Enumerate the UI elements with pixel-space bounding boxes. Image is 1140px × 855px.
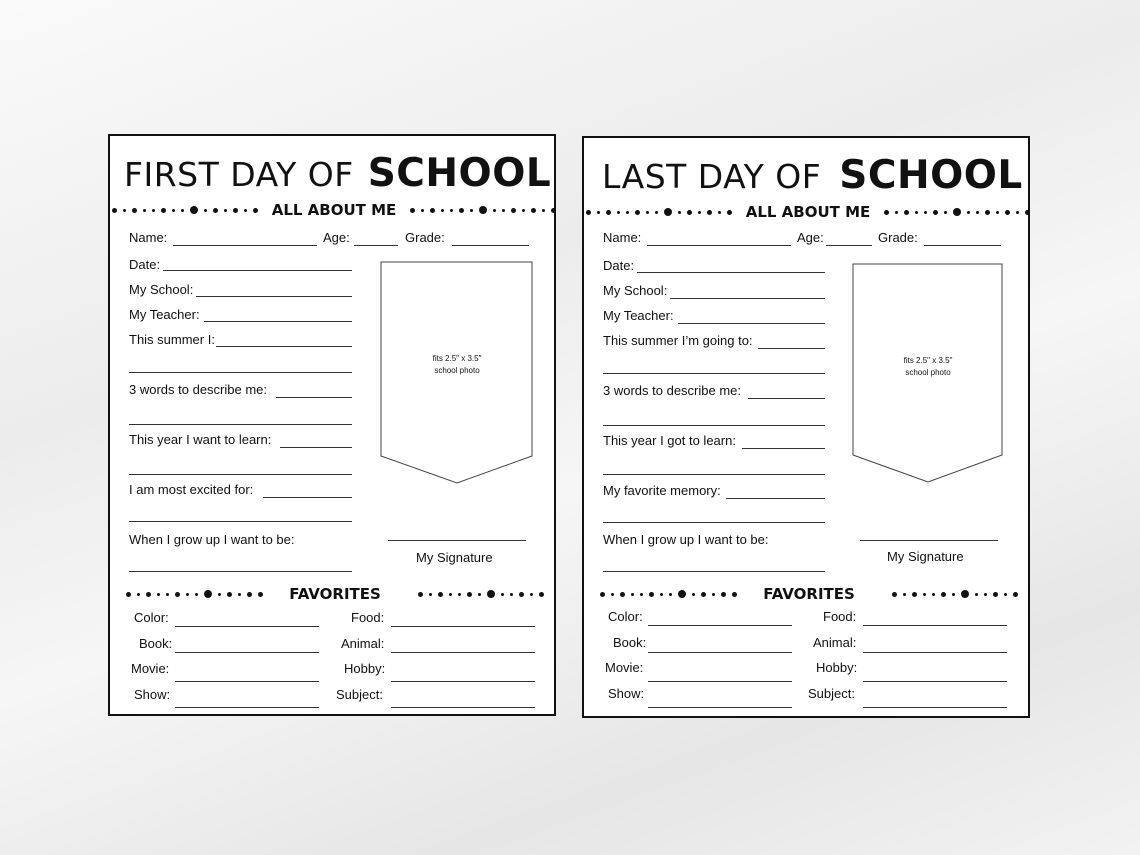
- date-label: Date:: [603, 258, 635, 273]
- signature-label: My Signature: [887, 549, 964, 564]
- excited-label: I am most excited for:: [129, 482, 254, 497]
- summer-field-1[interactable]: [216, 346, 352, 347]
- fav-show-field[interactable]: [648, 707, 792, 708]
- dots-left: [586, 208, 738, 216]
- summer-label: This summer I:: [129, 332, 215, 347]
- grow-up-label: When I grow up I want to be:: [603, 532, 769, 547]
- signature-label: My Signature: [416, 550, 493, 565]
- photo-caption-size: fits 2.5" x 3.5": [432, 354, 482, 363]
- memory-field-1[interactable]: [726, 498, 825, 499]
- fav-book-field[interactable]: [175, 652, 319, 653]
- photo-frame[interactable]: [852, 263, 1004, 485]
- signature-line[interactable]: [860, 540, 998, 541]
- age-field[interactable]: [826, 245, 872, 246]
- fav-food-field[interactable]: [863, 625, 1007, 626]
- fav-dots-right: [389, 590, 556, 598]
- fav-subject-field[interactable]: [391, 707, 535, 708]
- about-me-divider: [112, 200, 556, 220]
- teacher-field[interactable]: [204, 321, 352, 322]
- dots-left: [112, 206, 264, 214]
- fav-dots-left: [586, 590, 755, 598]
- fav-color-field[interactable]: [175, 626, 319, 627]
- fav-movie-field[interactable]: [175, 681, 319, 682]
- favorites-divider: [586, 584, 1030, 604]
- date-field[interactable]: [163, 270, 352, 271]
- age-field[interactable]: [354, 245, 398, 246]
- excited-field-1[interactable]: [263, 497, 352, 498]
- fav-subject-label: Subject:: [336, 687, 383, 702]
- memory-field-2[interactable]: [603, 522, 825, 523]
- learn-label: This year I want to learn:: [129, 432, 272, 447]
- fav-dots-left: [112, 590, 281, 598]
- three-words-field-2[interactable]: [603, 425, 825, 426]
- grade-label: Grade:: [878, 230, 918, 245]
- fav-hobby-field[interactable]: [863, 681, 1007, 682]
- learn-field-2[interactable]: [129, 474, 352, 475]
- fav-color-label: Color:: [608, 609, 643, 624]
- summer-field-2[interactable]: [129, 372, 352, 373]
- date-field[interactable]: [637, 272, 825, 273]
- name-field[interactable]: [173, 245, 317, 246]
- favorites-heading: FAVORITES: [763, 585, 855, 603]
- photo-caption-text: school photo: [434, 366, 480, 375]
- three-words-field-1[interactable]: [748, 398, 825, 399]
- date-label: Date:: [129, 257, 161, 272]
- photo-caption-text: school photo: [905, 368, 951, 377]
- photo-caption-size: fits 2.5" x 3.5": [903, 356, 953, 365]
- dots-right: [404, 206, 556, 214]
- fav-subject-field[interactable]: [863, 707, 1007, 708]
- memory-label: My favorite memory:: [603, 483, 721, 498]
- title-bold: SCHOOL: [367, 151, 552, 196]
- school-label: My School:: [603, 283, 668, 298]
- fav-food-field[interactable]: [391, 626, 535, 627]
- fav-animal-label: Animal:: [813, 635, 857, 650]
- fav-movie-field[interactable]: [648, 681, 792, 682]
- three-words-label: 3 words to describe me:: [603, 383, 742, 398]
- fav-dots-right: [863, 590, 1030, 598]
- school-field[interactable]: [670, 298, 825, 299]
- dots-right: [878, 208, 1030, 216]
- fav-color-field[interactable]: [648, 625, 792, 626]
- worksheet-title: [124, 150, 551, 198]
- fav-animal-field[interactable]: [863, 652, 1007, 653]
- fav-hobby-label: Hobby:: [816, 660, 858, 675]
- teacher-field[interactable]: [678, 323, 825, 324]
- fav-book-label: Book:: [139, 636, 173, 651]
- learn-field-1[interactable]: [742, 448, 825, 449]
- fav-hobby-field[interactable]: [391, 681, 535, 682]
- summer-field-2[interactable]: [603, 373, 825, 374]
- three-words-label: 3 words to describe me:: [129, 382, 268, 397]
- section-heading: ALL ABOUT ME: [271, 201, 397, 219]
- fav-movie-label: Movie:: [131, 661, 170, 676]
- fav-subject-label: Subject:: [808, 686, 855, 701]
- fav-movie-label: Movie:: [605, 660, 644, 675]
- school-label: My School:: [129, 282, 194, 297]
- fav-animal-label: Animal:: [341, 636, 385, 651]
- photo-caption: [852, 355, 1004, 379]
- grade-field[interactable]: [452, 245, 529, 246]
- photo-frame[interactable]: [380, 261, 534, 485]
- school-field[interactable]: [196, 296, 352, 297]
- name-field[interactable]: [647, 245, 791, 246]
- last-day-worksheet: [582, 136, 1030, 718]
- worksheet-title: [602, 152, 1023, 200]
- summer-label: This summer I’m going to:: [603, 333, 753, 348]
- fav-food-label: Food:: [351, 610, 385, 625]
- three-words-field-1[interactable]: [276, 397, 352, 398]
- fav-book-field[interactable]: [648, 652, 792, 653]
- learn-field-1[interactable]: [280, 447, 352, 448]
- age-label: Age:: [323, 230, 350, 245]
- fav-show-label: Show:: [134, 687, 171, 702]
- grow-up-field[interactable]: [129, 571, 352, 572]
- three-words-field-2[interactable]: [129, 424, 352, 425]
- fav-show-field[interactable]: [175, 707, 319, 708]
- photo-caption: [380, 353, 534, 377]
- section-heading: ALL ABOUT ME: [745, 203, 871, 221]
- fav-food-label: Food:: [823, 609, 857, 624]
- title-thin: FIRST DAY OF: [124, 155, 354, 194]
- first-day-worksheet: [108, 134, 556, 716]
- name-label: Name:: [603, 230, 642, 245]
- favorites-heading: FAVORITES: [289, 585, 381, 603]
- fav-animal-field[interactable]: [391, 652, 535, 653]
- teacher-label: My Teacher:: [603, 308, 674, 323]
- grade-field[interactable]: [924, 245, 1001, 246]
- title-bold: SCHOOL: [839, 153, 1023, 198]
- fav-color-label: Color:: [134, 610, 169, 625]
- grow-up-field[interactable]: [603, 571, 825, 572]
- grade-label: Grade:: [405, 230, 445, 245]
- favorites-divider: [112, 584, 556, 604]
- name-label: Name:: [129, 230, 168, 245]
- fav-show-label: Show:: [608, 686, 645, 701]
- signature-line[interactable]: [388, 540, 526, 541]
- teacher-label: My Teacher:: [129, 307, 200, 322]
- excited-field-2[interactable]: [129, 521, 352, 522]
- title-thin: LAST DAY OF: [602, 157, 822, 196]
- fav-book-label: Book:: [613, 635, 647, 650]
- fav-hobby-label: Hobby:: [344, 661, 386, 676]
- grow-up-label: When I grow up I want to be:: [129, 532, 295, 547]
- learn-label: This year I got to learn:: [603, 433, 736, 448]
- about-me-divider: [586, 202, 1030, 222]
- summer-field-1[interactable]: [758, 348, 825, 349]
- learn-field-2[interactable]: [603, 474, 825, 475]
- age-label: Age:: [797, 230, 824, 245]
